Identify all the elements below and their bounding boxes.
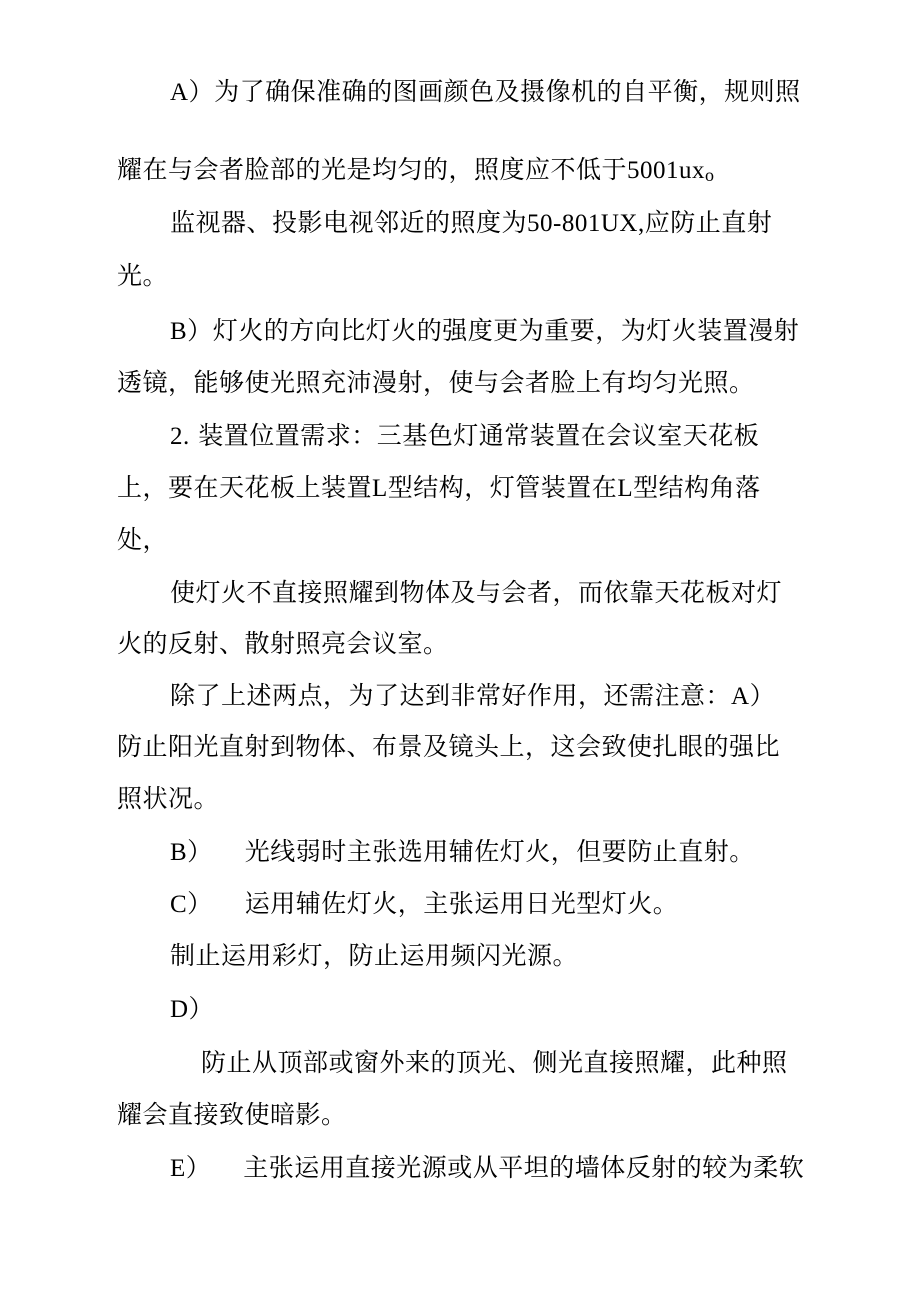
text: 照状况。 [117,784,220,813]
text: 应防止直射 [644,208,773,237]
paragraph-a-line-2 [117,154,715,191]
illuminance-range: 50-801UX, [527,210,645,237]
paragraph-a-line-1 [170,76,801,109]
list-item-e [170,1152,804,1185]
list-item-b [170,836,755,869]
l-letter: L [617,475,634,502]
text: 上，要在天花板上装置 [117,473,373,502]
item-label-d: D） [170,996,215,1023]
item-label-a: A） [170,79,215,106]
item-label-c: C） [170,891,213,918]
paragraph-notes-line-3 [117,783,219,815]
paragraph-2-line-2 [117,472,761,505]
item-label-a: A） [731,683,776,710]
paragraph-use-line-2 [117,628,449,660]
item-label-2: 2. [170,423,190,450]
text: 运用辅佐灯火，主张运用日光型灯火。 [244,889,679,918]
text: 为了确保准确的图画颜色及摄像机的自平衡，规则照 [214,77,801,106]
paragraph-use-line-1 [170,577,782,609]
text: 防止阳光直射到物体、布景及镜头上，这会致使扎眼的强比 [117,732,781,761]
paragraph-monitor-line-1 [170,207,772,240]
list-item-d-label [170,993,214,1026]
item-label-b: B） [170,839,213,866]
paragraph-2-line-3 [117,524,168,556]
text: 制止运用彩灯，防止运用频闪光源。 [170,941,579,970]
text: 使灯火不直接照耀到物体及与会者，而依靠天花板对灯 [170,578,783,607]
text: 装置位置需求：三基色灯通常装置在会议室天花板 [198,421,760,450]
list-item-d-line-2 [117,1099,347,1131]
list-item-d-line-1 [201,1047,788,1079]
paragraph-b-line-2 [117,367,755,399]
paragraph-monitor-line-2 [117,260,168,292]
list-item-c-continued [170,940,578,972]
text: 处， [117,525,169,554]
paragraph-b-line-1 [170,315,799,348]
paragraph-2-line-1 [170,420,759,453]
text: 监视器、投影电视邻近的照度为 [170,208,528,237]
list-item-c [170,888,678,921]
item-label-b: B） [170,318,213,345]
text: 耀在与会者脸部的光是均匀的，照度应不低于 [117,155,628,184]
text: 透镜，能够使光照充沛漫射，使与会者脸上有均匀光照。 [117,368,755,397]
text: 除了上述两点，为了达到非常好作用，还需注意： [170,681,732,710]
text: 灯火的方向比灯火的强度更为重要，为灯火装置漫射 [212,316,800,345]
text: 主张运用直接光源或从平坦的墙体反射的较为柔软 [243,1153,805,1182]
text: 光线弱时主张选用辅佐灯火，但要防止直射。 [244,837,755,866]
text: 光。 [117,261,169,290]
text: 防止从顶部或窗外来的顶光、侧光直接照耀，此种照 [201,1048,788,1077]
subscript-mark: o [705,165,715,185]
paragraph-notes-line-2 [117,731,780,763]
text: 型结构，灯管装置在 [387,473,618,502]
text: 型结构角落 [633,473,761,502]
illuminance-value: 5001ux [627,157,706,184]
item-label-e: E） [170,1155,212,1182]
text: 火的反射、散射照亮会议室。 [117,629,449,658]
paragraph-notes-line-1 [170,680,775,713]
text: 耀会直接致使暗影。 [117,1100,347,1129]
l-letter: L [372,475,388,502]
